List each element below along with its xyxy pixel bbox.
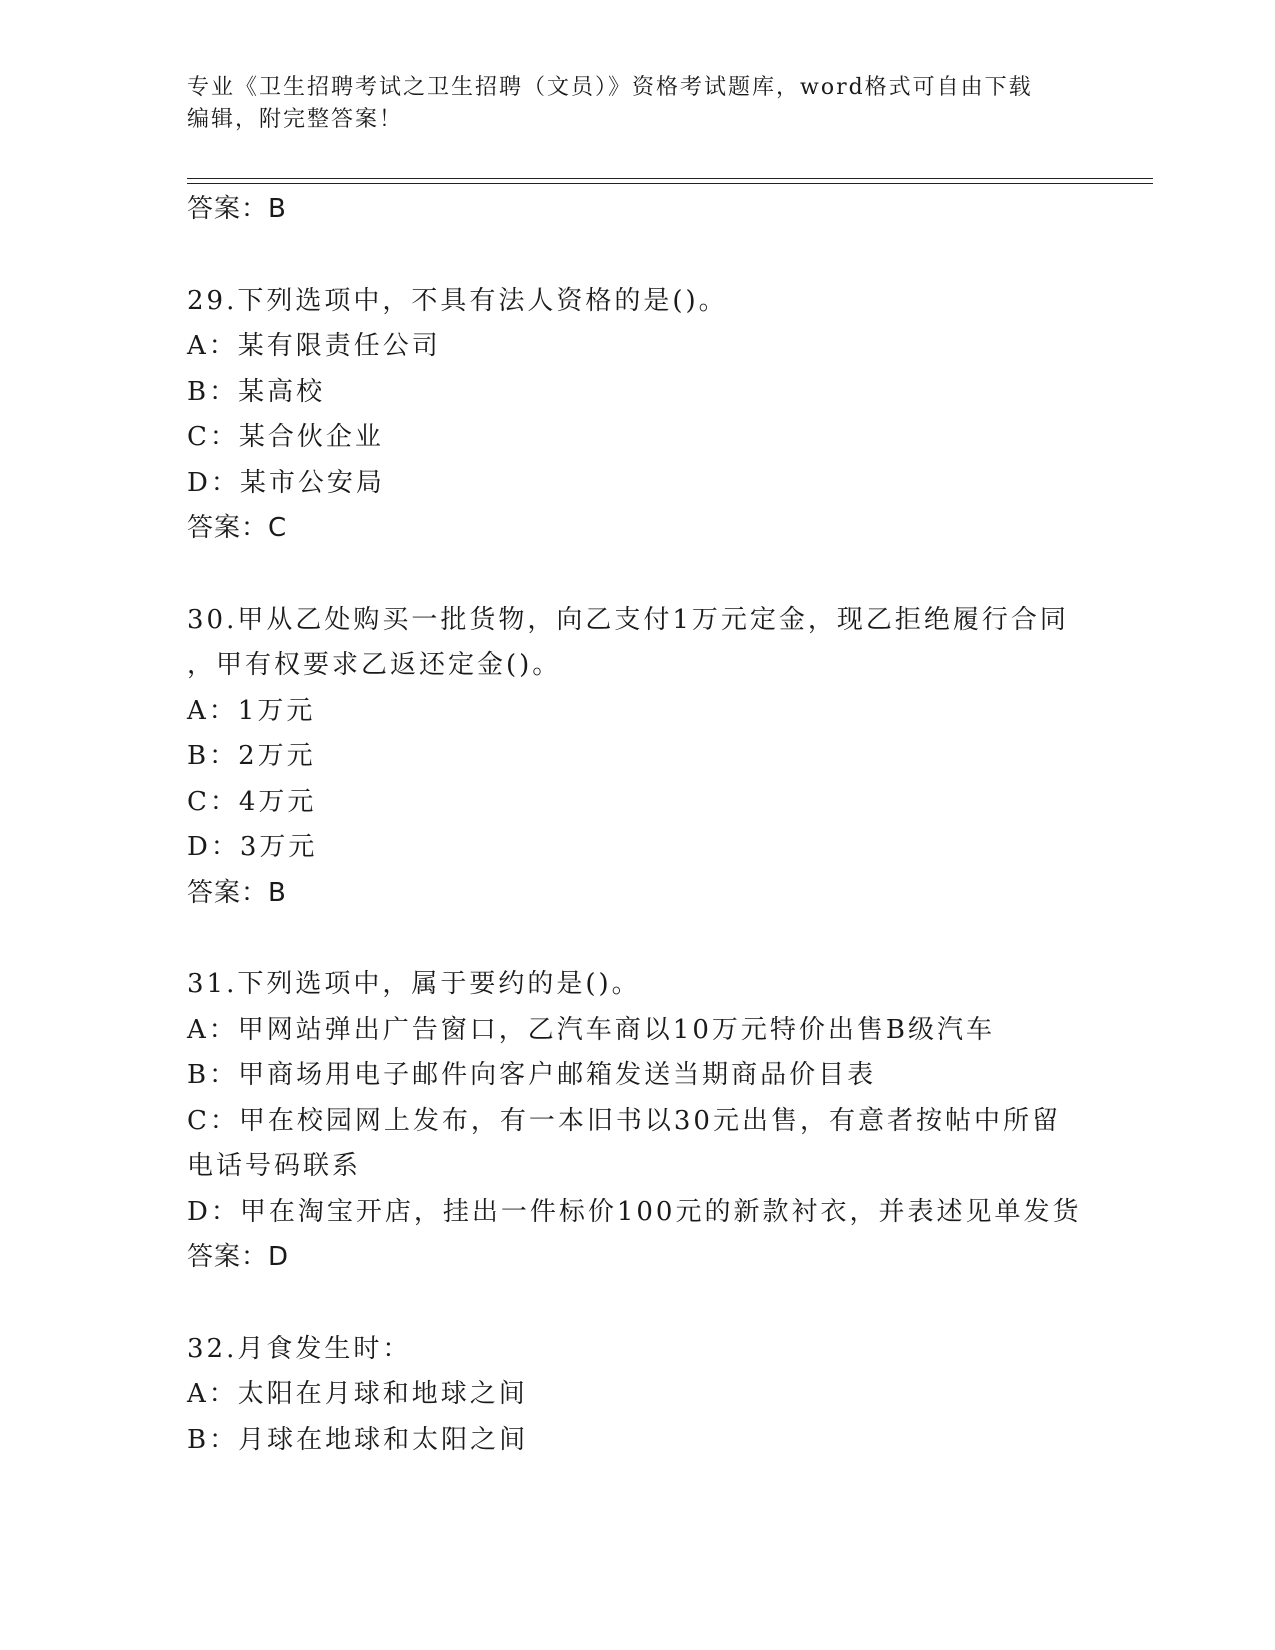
option-d: D：3万元: [187, 832, 318, 862]
question-stem: 32.月食发生时：: [187, 1333, 412, 1364]
option-a: A：太阳在月球和地球之间: [187, 1379, 528, 1409]
spacer: [187, 233, 1087, 279]
header-rule-top: [187, 178, 1153, 179]
answer-line: 答案：B: [187, 194, 287, 224]
header-rule-bottom: [187, 183, 1153, 184]
option-a: A：甲网站弹出广告窗口，乙汽车商以10万元特价出售B级汽车: [187, 1014, 995, 1045]
document-header: [187, 72, 1067, 136]
answer-line: 答案：C: [187, 513, 288, 543]
option-b: B：甲商场用电子邮件向客户邮箱发送当期商品价目表: [187, 1060, 877, 1090]
option-d: D：甲在淘宝开店，挂出一件标价100元的新款衬衣，并表述见单发货: [187, 1196, 1082, 1227]
header-line-1: 专业《卫生招聘考试之卫生招聘（文员）》资格考试题库，word格式可自由下载: [187, 75, 1033, 100]
answer-line: 答案：B: [187, 877, 287, 908]
question-list: [187, 187, 1087, 1463]
option-c: C：4万元: [187, 786, 317, 817]
question-29: [187, 279, 1087, 552]
option-a: A：某有限责任公司: [187, 331, 441, 361]
option-b: B：某高校: [187, 376, 326, 407]
answer-line: 答案：D: [187, 1242, 290, 1272]
question-stem: 29.下列选项中，不具有法人资格的是()。: [187, 285, 728, 316]
option-c: C：某合伙企业: [187, 422, 384, 452]
question-stem-continued: ，甲有权要求乙返还定金()。: [187, 650, 562, 680]
option-c-continued: 电话号码联系: [187, 1151, 362, 1181]
question-31: [187, 962, 1087, 1281]
question-stem: 30.甲从乙处购买一批货物，向乙支付1万元定金，现乙拒绝履行合同: [187, 604, 1069, 635]
option-b: B：2万元: [187, 741, 316, 771]
spacer: [187, 552, 1087, 598]
option-b: B：月球在地球和太阳之间: [187, 1424, 529, 1455]
question-32: [187, 1327, 1087, 1464]
spacer: [187, 916, 1087, 962]
spacer: [187, 1281, 1087, 1327]
question-stem: 31.下列选项中，属于要约的是()。: [187, 969, 641, 999]
option-d: D：某市公安局: [187, 467, 385, 498]
option-c: C：甲在校园网上发布，有一本旧书以30元出售，有意者按帖中所留: [187, 1105, 1061, 1136]
option-a: A：1万元: [187, 695, 316, 726]
header-line-2: 编辑，附完整答案！: [187, 107, 404, 132]
question-30: [187, 598, 1087, 917]
